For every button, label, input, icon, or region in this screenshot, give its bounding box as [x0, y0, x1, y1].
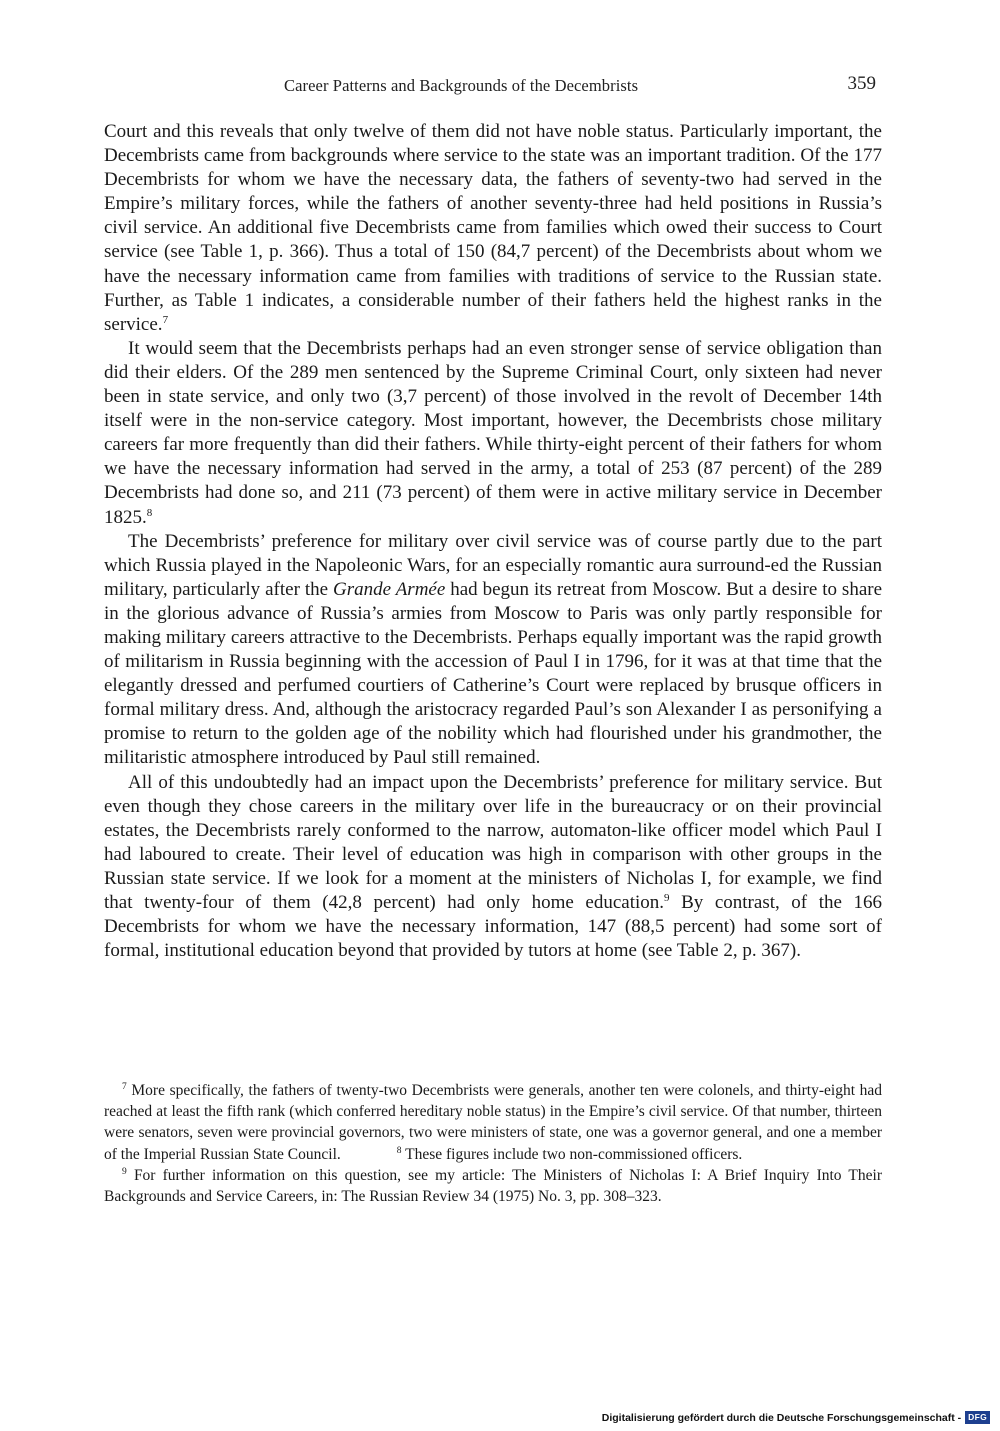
paragraph-4-text-b: By contrast, of the 166 Decembrists for whom we have the necessary information, 147 (88,5 percent) had some sort of formal, institutional education beyond that provided by tutors at home (see Table 2, p. 367).	[104, 892, 882, 962]
footnote-7-text: More specifically, the fathers of twenty-two Decembrists were generals, another ten were colonels, and thirty-eight had reached at least the fifth rank (which conferred hereditary noble status) in the Empire’s civil service. Of that number, thirteen were senators, seven were provincial governors, two were ministers of state, one was a governor general, and one a member of the Imperial Russian State Council.	[104, 1082, 883, 1163]
footnote-7-number: 7	[122, 1082, 127, 1092]
running-head	[104, 73, 882, 100]
document-page	[104, 0, 882, 1431]
paragraph-3	[104, 530, 882, 771]
paragraph-1-text: Court and this reveals that only twelve of them did not have noble status. Particularly important, the Decembrists came from backgrounds where service to the state was an important tradition. Of the 177 Decembrists for whom we have the necessary data, the fathers of seventy-two had served in the Empire’s military forces, while the fathers of another seventy-three had held positions in Russia’s civil service. An additional five Decembrists came from families which owed their success to Court service (see Table 1, p. 366). Thus a total of 150 (84,7 percent) of the Decembrists about whom we have the necessary information came from families with traditions of service to the Russian state. Further, as Table 1 indicates, a considerable number of their fathers held the highest ranks in the service.	[104, 121, 882, 335]
paragraph-4	[104, 771, 882, 964]
digitization-credit	[602, 1411, 990, 1424]
dfg-logo: DFG	[965, 1411, 990, 1424]
running-title: Career Patterns and Backgrounds of the Decembrists	[284, 76, 639, 95]
footnote-ref-9: 9	[664, 892, 670, 904]
paragraph-3-text-a: The Decembrists’ preference for military over civil service was of course partly due to the part which Russia played in the Napoleonic Wars, for an especially romantic aura surround-ed the Russian military, particularly after the	[104, 530, 882, 600]
italic-term: Grande Armée	[333, 578, 446, 600]
footnote-9	[104, 1165, 882, 1207]
footnote-9-number: 9	[122, 1166, 127, 1177]
paragraph-1	[104, 120, 882, 337]
credit-text: Digitalisierung gefördert durch die Deutsche Forschungsgemeinschaft -	[601, 1411, 962, 1424]
paragraph-2	[104, 337, 882, 530]
paragraph-4-text-a: All of this undoubtedly had an impact upon the Decembrists’ preference for military service. But even though they chose careers in the military over life in the bureaucracy or on their provincial estates, the Decembrists rarely conformed to the narrow, automaton-like officer model which Paul I had laboured to create. Their level of education was high in comparison with other groups in the Russian state service. If we look for a moment at the ministers of Nicholas I, for example, we find that twenty-four of them (42,8 percent) had only home education.	[104, 771, 882, 913]
footnote-8-text: These figures include two non-commissioned officers.	[405, 1145, 743, 1163]
footnote-9-text: For further information on this question, see my article: The Ministers of Nicholas I: A Brief Inquiry Into Their Backgrounds and Service Careers, in: The Russian Review 34 (1975) No. 3, pp. 308–323.	[104, 1166, 882, 1206]
footnote-8-number: 8	[396, 1145, 402, 1156]
footnotes	[104, 1080, 882, 1207]
footnote-ref-8: 8	[146, 506, 153, 519]
paragraph-2-text: It would seem that the Decembrists perhaps had an even stronger sense of service obligation than did their elders. Of the 289 men sentenced by the Supreme Criminal Court, only sixteen had never been in state service, and only two (3,7 percent) of those involved in the revolt of December 14th itself were in the non-service category. Most important, however, the Decembrists chose military careers far more frequently than did their fathers. While thirty-eight percent of their fathers for whom we have the necessary information had served in the army, a total of 253 (87 percent) of the 289 Decembrists had done so, and 211 (73 percent) of them were in active military service in December 1825.	[104, 337, 882, 528]
paragraph-3-text-b: had begun its retreat from Moscow. But a desire to share in the glorious advance of Russia’s armies from Moscow to Paris was only partly responsible for making military careers attractive to the Decembrists. Perhaps equally important was the rapid growth of militarism in Russia beginning with the accession of Paul I in 1796, for it was at that time that the elegantly dressed and perfumed courtiers of Catherine’s Court were replaced by brusque officers in formal military dress. And, although the aristocracy regarded Paul’s son Alexander I as personifying a promise to return to the golden age of the nobility which had flourished under his grandmother, the militaristic atmosphere introduced by Paul still remained.	[104, 578, 883, 769]
footnote-7-8	[104, 1080, 882, 1165]
body-text	[104, 120, 882, 963]
page-number: 359	[847, 73, 876, 94]
footnote-ref-7: 7	[162, 313, 169, 326]
